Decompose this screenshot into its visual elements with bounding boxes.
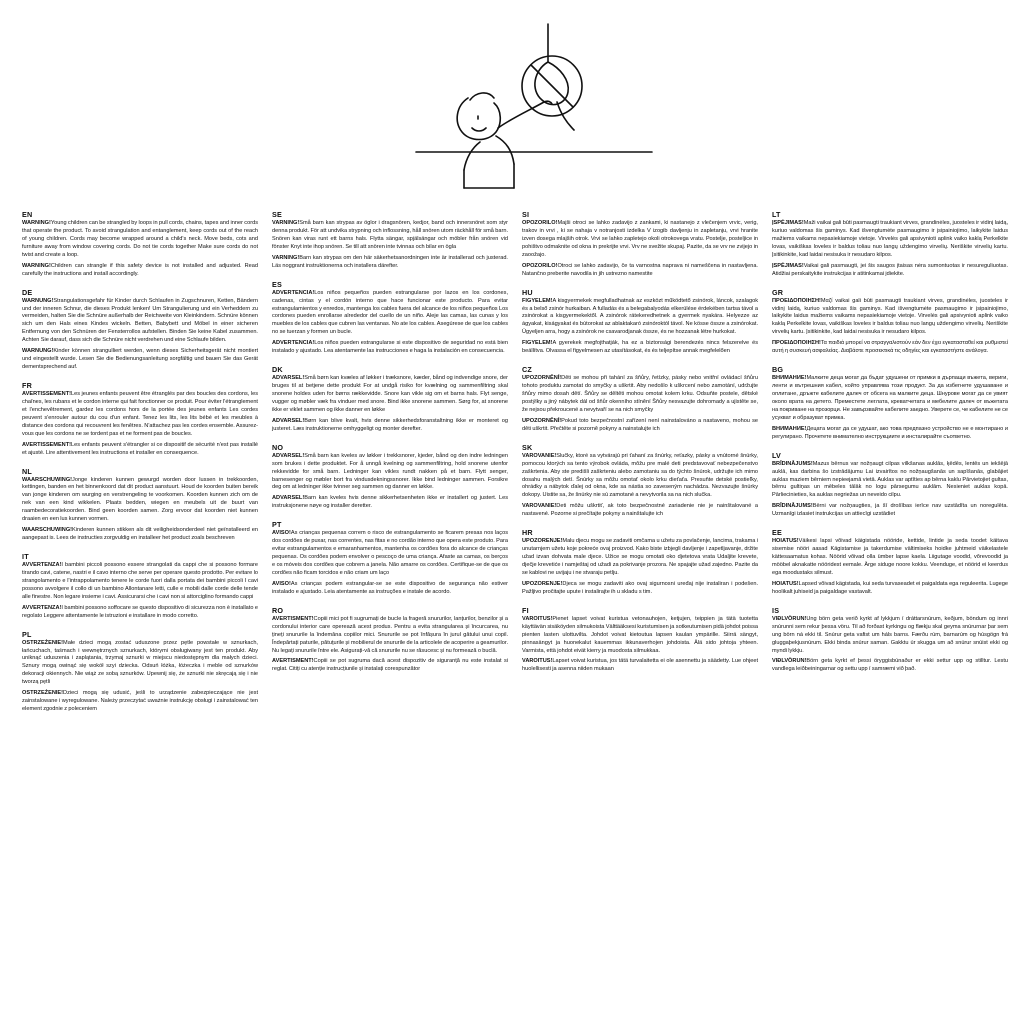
warning-text: Mazus bērnus var nožņaugt cilpas vilkšanas auklās, ķēdēs, lentēs un iekšējā auklā, kas darbina šo izstrādājumu Lai izvairītos no nožņaugšanās un sapīšanās, glabājiet auklas maziem bērniem nepieejamā vietā. Auklas var aptīties ap bērna kaklu Pārvietojiet gultas, bērnu gultiņas un mēbeles tālāk no logu pārsegumu auklām. Nesieniet auklas kopā. Pārliecinieties, ka auklas negriežas un neveido cilpu. (772, 460, 1008, 499)
warning-keyword: AVERTISSEMENT! (22, 441, 71, 448)
lang-code-de: DE (22, 287, 33, 297)
warning-paragraph (272, 290, 508, 338)
lang-block-pt (272, 520, 508, 597)
warning-keyword: ADVERTENCIA! (272, 289, 315, 296)
warning-paragraph (272, 581, 508, 597)
warning-keyword: VAROITUS! (522, 658, 553, 665)
warning-text: Malu djecu mogu se zadaviti omčama u užetu za povlačenje, lancima, trakama i unutarnjem užetu koje pokreće ovaj proizvod. Kako biste izbjegli davljenje i zapetljavanje, držite užad izvan dohvata male djece. Užice se mogu omotati oko djetetova vrata Udaljite krevete, dječje krevetiće i namještaj od užadi za pokrivanje prozora. Ne spajajte užad zajedno. Pazite da se kablovi ne uvijaju i ne stvaraju petlju. (522, 538, 758, 576)
lang-block-nl (22, 467, 258, 544)
warning-keyword: AVERTISMENT! (272, 658, 314, 665)
warning-paragraph (772, 616, 1008, 656)
warning-keyword: OSTRZEŻENIE! (22, 690, 64, 697)
lang-code-en: EN (22, 210, 33, 219)
warning-paragraph (522, 658, 758, 674)
warning-keyword: ADVERTENCIA! (272, 340, 315, 347)
warning-keyword: WAARSCHUWING! (22, 476, 73, 483)
warning-keyword: ВНИМАНИЕ! (772, 375, 807, 382)
warning-paragraph (272, 255, 508, 271)
lang-code-se: SE (272, 210, 282, 219)
lang-code-fi: FI (522, 605, 529, 615)
warning-keyword: VIÐLVÖRUN! (772, 615, 807, 622)
warning-text: Små børn kan kvæles af løkker i træksnore, kæder, bånd og indvendige snore, der bruges til at betjene dette produkt For at undgå risiko for kvælning og sammenfiltring skal snorene holdes uden for børns rækkevidde. Snore kan vikle sig om et barns hals. Flyt senge, vugger og møbler væk fra vinduer med snore. Bind ikke snorene sammen. Sørg for, at snorene ikke er viklet sammen og ikke danner en løkke (272, 375, 508, 413)
warning-paragraph (772, 581, 1008, 597)
lang-code-bg: BG (772, 365, 784, 375)
warning-text: Små barn kan kveles av løkker i trekksnorer, kjeder, bånd og den indre ledningen som brukes i dette produktet. For å unngå kvelning og sammenfiltring, hold snorene utenfor rekkevidde for små barn. Ledninger kan vikles rundt nakken på et barn. Flytt senger, barnesenger og møbler bort fra vindusdekningssnorer. Ikke bind ledninger sammen. Forsikre deg om at ledninger ikke tvinner seg sammen og danner en løkke. (272, 452, 508, 491)
warning-text: Lapsed võivad kägistada, kui seda turvaseadet ei paigaldata ega reguleerita. Lugege hoolikalt juhiseid ja paigaldage vastavalt. (772, 580, 1008, 595)
warning-text: Vaikai gali pasmaugti, jei šis saugos įtaisas nėra sumontuotas ir nesureguliuotas. Atidžiai perskaitykite instrukcijas ir atitinkamai įdiekite. (772, 262, 1008, 277)
lang-block-it (22, 552, 258, 621)
lang-block-bg (772, 365, 1008, 442)
warning-paragraph (272, 220, 508, 252)
column-3 (522, 210, 758, 723)
warning-keyword: ADVARSEL! (272, 452, 305, 459)
lang-code-ro: RO (272, 605, 284, 615)
lang-block-dk (272, 365, 508, 434)
warning-keyword: VARNING! (272, 254, 300, 261)
warning-paragraph (272, 340, 508, 356)
warning-paragraph (272, 375, 508, 415)
warning-keyword: OPOZORILO! (522, 262, 558, 269)
warning-paragraph (522, 581, 758, 597)
warning-text: I bambini possono soffocare se questo dispositivo di sicurezza non è installato e regolato Leggere attentamente le istruzioni e installare in modo corretto. (22, 604, 258, 619)
warning-keyword: BRĪDINĀJUMS! (772, 503, 813, 510)
warning-keyword: BRĪDINĀJUMS! (772, 460, 813, 467)
lang-code-sk: SK (522, 442, 533, 452)
lang-block-ee (772, 528, 1008, 597)
warning-paragraph (22, 562, 258, 602)
lang-block-ro (272, 606, 508, 675)
warning-paragraph (772, 461, 1008, 501)
warning-paragraph (272, 658, 508, 674)
lang-block-pl (22, 630, 258, 714)
lang-code-fr: FR (22, 381, 32, 390)
lang-code-nl: NL (22, 466, 32, 476)
warning-paragraph (522, 340, 758, 356)
warning-paragraph (272, 616, 508, 656)
warning-keyword: WARNING! (22, 220, 51, 226)
warning-keyword: UPOZORENJE! (522, 538, 563, 545)
column-1 (22, 210, 258, 723)
warning-keyword: FIGYELEM! (522, 340, 553, 347)
warning-keyword: FIGYELEM! (522, 297, 553, 304)
warning-keyword: WARNUNG! (22, 348, 54, 355)
lang-block-si (522, 210, 758, 279)
warning-text: Kinderen kunnen stikken als dit veiligheidsonderdeel niet geïnstalleerd en aangepast is. Lees de instructies zorgvuldig en installeer het product zoals beschreven (22, 527, 258, 542)
warning-text: A gyerekek megfojthatják, ha ez a biztonsági berendezés nincs felszerelve és beállítva. Olvassa el figyelmesen az utasításokat, és és teljepítse annak megfelelően (522, 340, 758, 355)
warning-text: Maži vaikai gali būti pasmaugti traukiant virves, grandinėles, juosteles ir vidinį laidą, kuriuo valdomas šis gaminys. Kad išvengtumėte pasmaugimo ir įsipainiojimo, laikykite laidus mažiems vaikams nepasiekiamoje vietoje. Virvelės gali apsivynioti aplink vaiko kaklą Perkelkite lovas, vaikiškas loveles ir baldus toliau nuo langų uždengimo virvelių. Neriškite virvelių kartu. Įsitikinkite, kad laidai nesisuka ir nesudaro kilpos. (772, 220, 1008, 258)
warning-text: Pienet lapset voivat kuristua vetonauhojen, ketjujen, teippien ja tätä tuotetta käyttävän sisäköyden silmukoista Välttääksesi kuristumisen ja sotkeutumisen pidä johdot poissa pienten lasten ulottuvilta. Johdot voivat kietoutua lapsen kaulan ympärille. Siirrä sängyt, pinnasängyt ja huonekalut kauemmas ikkunaverhojen johdoista. Älä sido johtoja yhteen. Varmista, että johdot eivät kierry ja muodosta silmukkaa. (522, 615, 758, 654)
lang-code-cz: CZ (522, 365, 532, 375)
column-4 (772, 210, 1008, 723)
warning-text: Djeca se mogu zadaviti ako ovaj sigurnosni uređaj nije instaliran i podešen. Pažljivo pročitajte upute i instalirajte ih u skladu s tim. (522, 580, 758, 595)
lang-code-dk: DK (272, 365, 283, 375)
lang-code-hr: HR (522, 528, 533, 538)
lang-block-gr (772, 288, 1008, 357)
warning-text: Deti môžu uškrtiť, ak toto bezpečnostné zariadenie nie je nainštalované a nastavené. Pozorne si prečítajte pokyny a nainštalujte ich (522, 503, 758, 518)
lang-code-hu: HU (522, 287, 533, 297)
lang-code-pl: PL (22, 629, 32, 639)
warning-keyword: UPOZORNĚNÍ! (522, 375, 562, 382)
warning-paragraph (772, 298, 1008, 338)
warning-text: Dzieci mogą się udusić, jeśli to urządzenie zabezpieczające nie jest zainstalowane i wyregulowane. Należy przeczytać uważnie instrukcję obsługi i zainstalować ten element zgodnie z poleceniem (22, 690, 258, 713)
warning-text: Bērni var nožņaugties, ja šī drošības ierīce nav uzstādīta un noregulēta. Uzmanīgi izlasiet instrukcijas un attiecīgi uzstādiet (772, 503, 1008, 518)
warning-text: I bambini piccoli possono essere strangolati da cappi che si possono formare tirando cavi, catene, nastri e il cavo interno che serve per operare questo prodotto. Per evitare lo strangolamento e l'intrappolamento tenere le corde fuori dalla portata dei bambini piccoli I cavi possono avvolgere il collo di un bambino Allontanare letti, culle e mobili dalle corde delle tende alle finestre. Non legare insieme i cavi. Assicurarsi che i cavi non si attorciglino formando cappi (22, 562, 258, 600)
warning-paragraph (522, 298, 758, 338)
lang-code-lv: LV (772, 450, 782, 460)
warning-text: Los niños pequeños pueden estrangularse por lazos en los cordones, cadenas, cintas y el cordón interno que hace funcionar este producto. Para evitar estrangulamientos y enredos, mantenga los cables fuera del alcance de los niños pequeños Los cordones pueden enrollarse alrededor del cuello de un niño. Aleje las camas, las cunas y los muebles de los cables que cubren las ventanas. No ate los cables. Asegúrese de que los cables no se tuerzan y formen un bucle. (272, 289, 508, 336)
warning-text: Lapset voivat kuristua, jos tätä turvalaitetta ei ole asennettu ja säädetty. Lue ohjeet huolellisesti ja asenna niiden mukaan (522, 658, 758, 673)
warning-paragraph (22, 391, 258, 439)
child-strangulation-warning-illustration (0, 18, 1024, 198)
warning-keyword: AVVERTENZA! (22, 562, 62, 568)
warning-text: Slučky, ktoré sa vytvárajú pri ťahaní za šnúrky, reťazky, pásky a vnútorné šnúrky, pomocou ktorých sa tento výrobok ovláda, môžu pre malé deti predstavovať nebezpečenstvo zaškrtenia. Aby ste predišli zaškrteniu alebo zamotaniu sa do týchto šnúrok, udržujte ich mimo dosahu malých detí. Šnúrky sa môžu omotať okolo krku dieťaťa. Presuňte detské postieľky, ohrádky a nábytok ďalej od okna, kde sa nástia so zaveseným nachádza. Nezvazujte šnúrky dokopy. Uistite sa, že šnúrky nie sú zamotané a nevytvorila sa na nich slučka. (522, 452, 758, 499)
warning-text: Majši otroci se lahko zadavijo z zankami, ki nastanejo z vlečenjem vrvic, verig, trakov in vrvi , ki se nahaja v notranjosti izdelka V izogib davljenju in zapletanju, vrvi hranite izven dosega mlajših otrok. Vrvi se lahko zapletejo okoli otrokovega vratu. Postelje, posteljice in pohištvo odmaknite od okna in prekrijte vrvi. Vrv ne svežite skupaj. Pazite, da se vrv ne zvijejo in zaoožajo. (522, 220, 758, 258)
lang-block-hu (522, 288, 758, 357)
warning-text: Børn kan blive kvalt, hvis denne sikkerhedsforanstaltning ikke er monteret og justeret. Læs instruktionerne omhyggeligt og monter derefter. (272, 417, 508, 432)
warning-keyword: ΠΡΟΕΙΔΟΠΟΙΗΣΗ! (772, 340, 821, 347)
warning-text: As crianças pequenas correm o risco de estrangulamento se ficarem presas nos laços dos cordões de puxar, nas correntes, nas fitas e no cordão interno que opera este produto. Para evitar estrangulamentos e emaranhamentos, mantenha os cordões fora do alcance de crianças pequenas. Os cordões podem envolver o pescoço de uma criança. Afaste as camas, os berços e os móveis dos cordões que cobrem a janela. Não amarre os cordões. Certifique-se de que os cordões não ficam torcidos e não criam um laço (272, 530, 508, 576)
warning-keyword: AVERTISSEMENT! (22, 391, 71, 397)
lang-block-fr (22, 381, 258, 458)
warning-text: Děti se mohou při tahání za šňůry, řetízky, pásky nebo vnitřní ovládací šňůru tohoto produktu zamotat do smyčky a uškrtit. Aby nedošlo k uškrcení nebo zamotání, udržujte šňůry mimo dosah dětí. Šňůry se děltěti mohou omotat kolem krku. Odsuňte postele, dětské postýlky a jiný nábytek dál od šňůr okenního stínění Šňůry nesvazujte dohromady a ujistěte se, že nejsou překroucené a nevytvaří se na nich smyčky (522, 375, 758, 413)
warning-paragraph (522, 375, 758, 415)
warning-keyword: WARNUNG! (22, 297, 54, 304)
warning-keyword: VARNING! (272, 220, 300, 226)
warning-keyword: ĮSPĖJIMAS! (772, 220, 804, 226)
warning-paragraph (22, 298, 258, 346)
warning-paragraph (272, 495, 508, 511)
lang-code-lt: LT (772, 210, 781, 219)
lang-code-es: ES (272, 279, 282, 289)
warning-text: Otroci se lahko zadavijo, če ta varnostna naprava ni nameščena in nastavljena. Natančno preberite navodila in jih ustrezno namestite (522, 262, 758, 277)
lang-block-is (772, 606, 1008, 675)
warning-paragraph (272, 530, 508, 578)
warning-paragraph (522, 503, 758, 519)
language-columns (22, 210, 1008, 723)
warning-paragraph (522, 616, 758, 656)
warning-paragraph (772, 340, 1008, 356)
lang-code-ee: EE (772, 528, 782, 538)
warning-paragraph (272, 418, 508, 434)
warning-keyword: ADVARSEL! (272, 495, 305, 502)
warning-paragraph (522, 220, 758, 260)
lang-code-gr: GR (772, 287, 784, 297)
warning-text: Små barn kan strypas av öglor i dragsnören, kedjor, band och innersnöret som styr denna produkt. För att undvika strypning och inflossning, håll snören utom räckhåll för små barn. Snören kan viras runt ett barns hals. Flytta sängar, spjälsängar och möbler från snören vid fönster Knyt inte ihop snören. Se till att snören inte tvinnas och bilar en ögla (272, 220, 508, 250)
warning-keyword: VAROVANIE! (522, 503, 557, 510)
column-2 (272, 210, 508, 723)
lang-block-se (272, 210, 508, 271)
warning-keyword: ADVARSEL! (272, 417, 305, 424)
warning-text: Τα παιδιά μπορεί να στραγγαλιστούν εάν δεν έχει εγκατασταθεί και ρυθμιστεί αυτή η συσκευή ασφαλείας. Διαβάστε προσεκτικά τις οδηγίες και εγκαταστήστε ανάλογα. (772, 340, 1008, 355)
lang-code-si: SI (522, 210, 530, 219)
warning-paragraph (22, 477, 258, 525)
warning-keyword: AVVERTENZA! (22, 604, 62, 611)
warning-text: Copiii mici pot fi sugrumați de bucle la frageră snururilor, lanțurilor, benzilor și a cordonului interior care operează acest produs. Pentru a evita strangularea și încurcarea, nu țineți snururile la îndemâna copiilor mici. Snururile se pot înfășura în jurul gâtului unui copil. Îndepărtați paturile, pătuțurile și mobilierul de snururile de la articolele de acoperire a geamurilor. Nu legați snururile între ele. Asigurați-vă că snururile nu se răsucesc și nu formează o buclă. (272, 615, 508, 654)
warning-paragraph (772, 426, 1008, 442)
warning-keyword: AVERTISMENT! (272, 615, 314, 622)
warning-paragraph (772, 503, 1008, 519)
lang-block-cz (522, 365, 758, 434)
warning-keyword: ΠΡΟΕΙΔΟΠΟΙΗΣΗ! (772, 297, 821, 304)
warning-text: Väikesi lapsi võivad käigistada nööride, kettide, lintide ja seda toodet käitava sisemise nööri aasad Kägistamise ja takerdumise vältimiseks hoidke juhtmeid väikelastele kättesaamatus kohas. Nöörid võivad olla ümber lapse kaela. Liigutage voodid, võrevoodid ja mööbel aknakatte nööridest eemale. Ärge siduge noore kokku. Veenduge, et nöörid ei keerdus ega moodustaks silmust. (772, 538, 1008, 576)
warning-keyword: WAARSCHUWING! (22, 527, 73, 534)
lang-block-fi (522, 606, 758, 675)
warning-paragraph (522, 453, 758, 501)
warning-keyword: UPOZORENJE! (522, 580, 563, 587)
warning-keyword: AVISO! (272, 530, 291, 537)
warning-text: Börn geta kyrkt ef þessi öryggisbúnaður er ekki settur upp og stilltur. Lestu vandlega leiðbeiningarnar og settu upp í samræmi við það. (772, 658, 1008, 673)
warning-keyword: OPOZORILO! (522, 220, 558, 226)
warning-text: As crianças podem estrangular-se se este dispositivo de segurança não estiver instalado e ajustado. Leia atentamente as instruções e instale de acordo. (272, 580, 508, 595)
warning-text: Децата могат да се удушат, ако това предпазно устройство не е монтирано и регулирано. Прочетете внимателно инструкциите и инсталирайте съответно. (772, 425, 1008, 440)
warning-text: Barn kan kveles hvis denne sikkerhetsenheten ikke er installert og justert. Les instruksjonene nøye og installer deretter. (272, 495, 508, 510)
warning-paragraph (772, 658, 1008, 674)
warning-keyword: VAROVANIE! (522, 452, 557, 459)
warning-text: Children can strangle if this safety device is not installed and adjusted. Read carefully the instructions and install accordingly. (22, 262, 258, 277)
lang-block-lv (772, 451, 1008, 520)
warning-text: Pokud toto bezpečnostní zařízení není nainstalováno a nastaveno, mohou se děti uškrtit. Přečtěte si pozorně pokyny a nainstalujte ich (522, 417, 758, 432)
warning-paragraph (772, 220, 1008, 260)
warning-text: Copiii se pot sugruma dacă acest dispozitiv de siguranță nu este instalat si reglat. Citiți cu atenție instrucțiunile și instalați corespunzător (272, 658, 508, 673)
warning-keyword: ADVARSEL! (272, 375, 305, 382)
warning-paragraph (522, 418, 758, 434)
warning-keyword: UPOZORNĚNÍ! (522, 417, 562, 424)
lang-block-es (272, 280, 508, 357)
warning-text: Les jeunes enfants peuvent être étranglés par des boucles des cordons, les chaînes, les rubans et le cordon interne qui fait fonctionner ce produit. Pour éviter l'étranglement et l'enchevêtrement, gardez les cordons hors de la portée des jeunes enfants Les cordes peuvent s'enrouler autour du cou d'un enfant. Tenez les lits, les lits bébé et les meubles à distance des cordons qui recouvrent les fenêtres. N'attachez pas les cordes ensemble. Assurez-vous que les cordons ne se tordent pas et ne forment pas de boucles. (22, 391, 258, 437)
warning-text: Μαζί vaikai gali būti pasmaugti traukiant virves, grandinėles, juosteles ir vidinį laidą, kuriuo valdomas šis gaminys. Kad išvengtumėte pasmaugimo ir įsipainiojimo, laikykite laidus mažiems vaikams nepasiekiamoje vietoje. Virvelės gali apsivynioti aplink vaiko kaklą Perkelkite lovas, vaikiškas loveles ir baldus toliau nuo langų uždengimo virvelių. Neriškite virvelių kartu. Įsitikinkite, kad laidai nesisuka ir nesudaro kilpos. (772, 297, 1008, 336)
warning-keyword: VIÐLVÖRUN! (772, 658, 807, 665)
warning-text: A kisgyermekek megfulladhatnak az eszközt működtető zsinórok, láncok, szalagok és a belső zsinór hurkaiban. A fulladás és a belegabalyodás elkerülése érdekében tartsa távol a zsinórokat a kisgyermekektől. A zsinórok rátekeredhetnek a gyermek nyakára. Helyezze az ágyakat, kiságyakat és bútorokat az ablaktakaró zsinóroktól távol. Ne kösse össze a zsinórokat. Ügyeljen arra, hogy a zsinórok ne csavarodjanak össze, és ne hozzanak létre hurkokat. (522, 297, 758, 336)
warning-keyword: OSTRZEŻENIE! (22, 639, 64, 646)
lang-code-pt: PT (272, 520, 282, 530)
lang-code-no: NO (272, 442, 284, 452)
warning-paragraph (772, 263, 1008, 279)
warning-keyword: WARNING! (22, 262, 51, 269)
lang-code-is: IS (772, 605, 780, 615)
warning-text: Малките деца могат да бъдат удушени от примки в дърпащи въжета, вериги, ленти и вътрешния кабел, който управлява този продукт. За да избегнете удушаване и оплитане, дръжте кабелите далеч от обсега на малките деца. Шнурове могат да се увият около врата на детето. Преместете леглата, креватчетата и мебелите далеч от въжетата на покриване на прозорци. Не завързвайте кабелите заедно. Уверете се, че кабелите не се усукват и образуват примка. (772, 375, 1008, 421)
warning-paragraph (522, 263, 758, 279)
lang-block-lt (772, 210, 1008, 279)
lang-code-it: IT (22, 552, 29, 561)
warning-text: Strangulationsgefahr für Kinder durch Schlaufen in Zugschnuren, Ketten, Bändern und der inneren Schnur, die dieses Produkt lenken! Um Strangulierung und ein Verheddern zu vermeiden, halten Sie die Schnüre außerhalb der Reichweite von Kleinkindern. Schnüre können sich um den Hals eines Kindes wickeln. Betten, Babybett und Möbel in einer sicheren Entfernung von den Schnüren der Fensterrollos aufstellen. Binden Sie keine Kabel zusammen. Achten Sie darauf, dass sich die Schnüre nicht verdrehen und eine Schlaufe bilden. (22, 297, 258, 344)
warning-keyword: VAROITUS! (522, 615, 553, 622)
lang-block-sk (522, 443, 758, 520)
warning-text: Małe dzieci mogą zostać uduszone przez pętle powstałe w sznurkach, łańcuchach, taśmach i wewnętrznych sznurkach, którymi obsługiwany jest ten produkt. Aby uniknąć uduszenia i zaplątania, trzymaj sznurki w miejscu niedostępnym dla małych dzieci. Sznury mogą owinąć się wokół szyi dziecka. Odsuń łóżka, łóżeczka i meble od sznurków dekoracji okiennych. Nie wiąż ze sobą sznurków. Upewnij się, że sznurki nie skręcają się i nie tworzą pętli (22, 639, 258, 686)
warning-keyword: HOIATUS! (772, 538, 799, 545)
warning-paragraph (22, 220, 258, 260)
warning-text: Jonge kinderen kunnen gewurgd worden door lussen in trekkoorden, kettingen, banden en het binnenkoord dat dit product aanstuurt. Houd de koorden buiten bereik van jonge kinderen om wurging en verstrengeling te voorkomen. Koorden kunnen zich om de nek van een kind wikkelen. Plaats bedden, wiegen en meubels uit de buurt van raambedecoratiekoorden. Bind geen koorden samen. Zorg ervoor dat koorden niet kunnen draaien en een lus kunnen vormen. (22, 476, 258, 523)
warning-text: Ung börn geta verið kyrkt af lykkjum í dráttarsnúrum, keðjum, böndum og innri snúrunni sem rekur þessa vöru. Til að forðast kyrkingu og flækju skal geyma snúrurnar þar sem ung börn ná ekki til. Snúrur geta vafist um háls barns. Færðu rúm, barnarúm og húsgögn frá gluggaþekjusnúrum. Ekki binda snúrur saman. Gakktu úr skugga um að snúrur snúist ekki og myndi lykkju. (772, 615, 1008, 654)
warning-text: Barn kan strypas om den här säkerhetsanordningen inte är installerad och justerad. Läs noggrant instruktionerna och installera därefter. (272, 254, 508, 269)
warning-text: Los niños pueden estrangularse si este dispositivo de seguridad no está bien instalado y ajustado. Lea atentamente las instrucciones e haga la instalación en consecuencia. (272, 340, 508, 355)
lang-block-en (22, 210, 258, 279)
warning-keyword: HOIATUS! (772, 580, 799, 587)
warning-paragraph (22, 605, 258, 621)
warning-text: Kinder können strangulliert werden, wenn dieses Sicherheitsgerät nicht montiert und eingestellt wurde. Lesen Sie die Bedienungsanleitung sorgfältig und bauen Sie das Gerät dementsprechend auf. (22, 348, 258, 371)
warning-keyword: ВНИМАНИЕ! (772, 425, 807, 432)
warning-text: Les enfants peuvent s'étrangler si ce dispositif de sécurité n'est pas installé et ajusté. Lire attentivement les instructions et installer en consequence. (22, 441, 258, 456)
warning-keyword: AVISO! (272, 580, 291, 587)
warning-paragraph (772, 375, 1008, 423)
lang-block-no (272, 443, 508, 512)
warning-paragraph (22, 640, 258, 688)
warning-text: Young children can be strangled by loops in pull cords, chains, tapes and inner cords that operate the product. To avoid strangulation and entanglement, keep cords out of the reach of young children. Cords may become wrapped around a child's neck. Move beds, cots and furniture away from window covering cords. Do not tie cords together Make sure cords do not twist and create a loop. (22, 220, 258, 258)
lang-block-de (22, 288, 258, 372)
warning-paragraph (22, 263, 258, 279)
warning-paragraph (22, 690, 258, 714)
warning-paragraph (272, 453, 508, 493)
lang-block-hr (522, 528, 758, 597)
warning-paragraph (22, 348, 258, 372)
warning-paragraph (522, 538, 758, 578)
warning-paragraph (22, 527, 258, 543)
warning-keyword: ĮSPĖJIMAS! (772, 262, 804, 269)
warning-paragraph (22, 442, 258, 458)
warning-paragraph (772, 538, 1008, 578)
